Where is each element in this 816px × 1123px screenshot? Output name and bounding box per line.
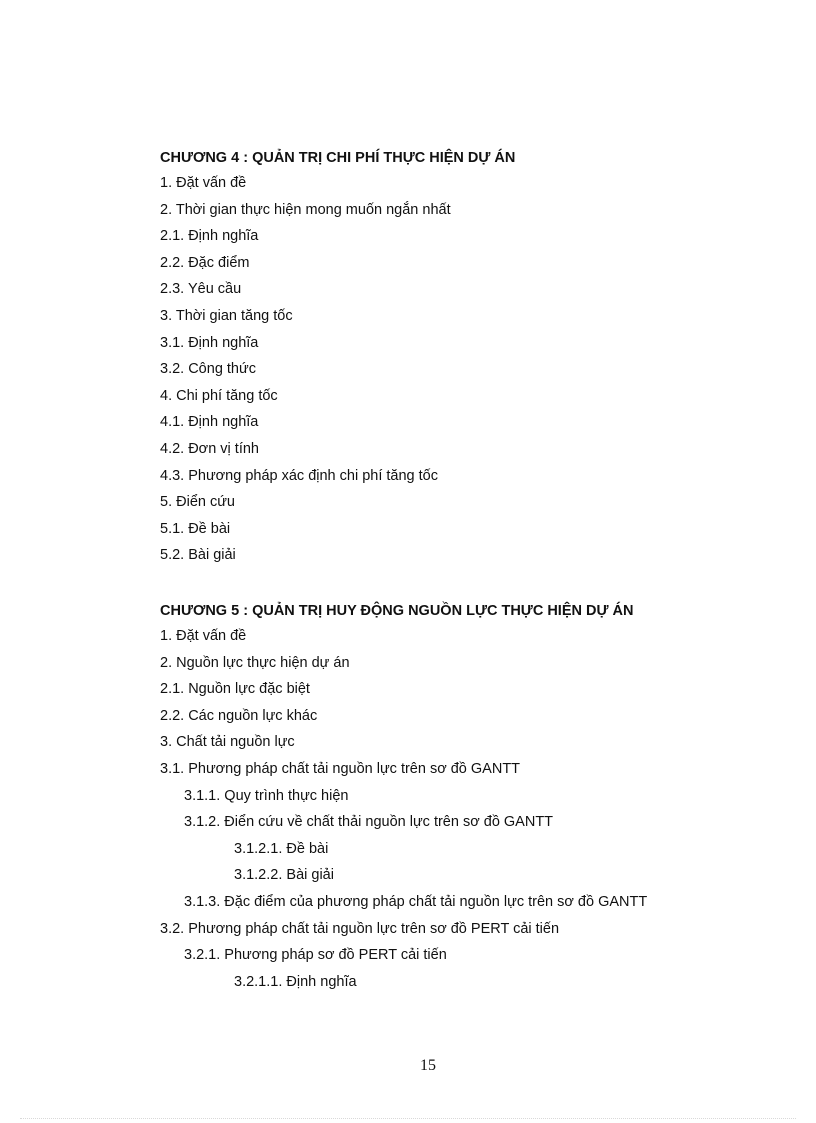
toc-item: 3. Thời gian tăng tốc bbox=[160, 307, 293, 324]
toc-item: 2.2. Các nguồn lực khác bbox=[160, 707, 318, 724]
toc-item: 2.2. Đặc điểm bbox=[160, 254, 250, 271]
toc-item: 3.1.3. Đặc điểm của phương pháp chất tải nguồn lực trên sơ đồ GANTT bbox=[184, 893, 648, 910]
toc-item: 4.2. Đơn vị tính bbox=[160, 440, 259, 457]
toc-item: 3.2.1.1. Định nghĩa bbox=[234, 973, 357, 990]
page-bottom-divider bbox=[20, 1118, 796, 1119]
toc-item: 3.1. Phương pháp chất tải nguồn lực trên sơ đồ GANTT bbox=[160, 760, 521, 777]
toc-item: 4.1. Định nghĩa bbox=[160, 414, 259, 431]
chapter-4-title: CHƯƠNG 4 : QUẢN TRỊ CHI PHÍ THỰC HIỆN DỰ ÁN bbox=[160, 150, 516, 166]
toc-item: 5.1. Đề bài bbox=[160, 520, 231, 537]
toc-item: 1. Đặt vấn đề bbox=[160, 628, 247, 644]
toc-item: 3.1.2. Điển cứu về chất thải nguồn lực trên sơ đồ GANTT bbox=[184, 814, 554, 831]
toc-item: 4.3. Phương pháp xác định chi phí tăng tốc bbox=[160, 467, 438, 484]
toc-item: 3.1. Định nghĩa bbox=[160, 334, 259, 351]
toc-item: 1. Đặt vấn đề bbox=[160, 175, 247, 191]
toc-item: 3.1.1. Quy trình thực hiện bbox=[184, 787, 349, 804]
toc-item: 2. Nguồn lực thực hiện dự án bbox=[160, 654, 350, 671]
chapter-4-section bbox=[160, 146, 760, 569]
toc-item: 3. Chất tải nguồn lực bbox=[160, 734, 295, 751]
toc-item: 2.3. Yêu cầu bbox=[160, 281, 242, 298]
page-number: 15 bbox=[420, 1057, 436, 1074]
toc-item: 3.2. Công thức bbox=[160, 361, 256, 378]
toc-item: 2.1. Nguồn lực đặc biệt bbox=[160, 681, 310, 698]
toc-item: 3.2. Phương pháp chất tải nguồn lực trên sơ đồ PERT cải tiến bbox=[160, 920, 560, 937]
toc-item: 5. Điển cứu bbox=[160, 494, 235, 511]
chapter-5-title: CHƯƠNG 5 : QUẢN TRỊ HUY ĐỘNG NGUỒN LỰC THỰC HIỆN DỰ ÁN bbox=[160, 603, 634, 619]
toc-item: 4. Chi phí tăng tốc bbox=[160, 387, 278, 404]
toc-item: 3.1.2.1. Đề bài bbox=[234, 840, 329, 857]
toc-item: 3.2.1. Phương pháp sơ đồ PERT cải tiến bbox=[184, 947, 447, 964]
toc-item: 2.1. Định nghĩa bbox=[160, 228, 259, 245]
toc-item: 5.2. Bài giải bbox=[160, 547, 236, 564]
toc-item: 3.1.2.2. Bài giải bbox=[234, 867, 334, 884]
toc-item: 2. Thời gian thực hiện mong muốn ngắn nhất bbox=[160, 201, 451, 218]
chapter-5-section bbox=[160, 599, 760, 995]
